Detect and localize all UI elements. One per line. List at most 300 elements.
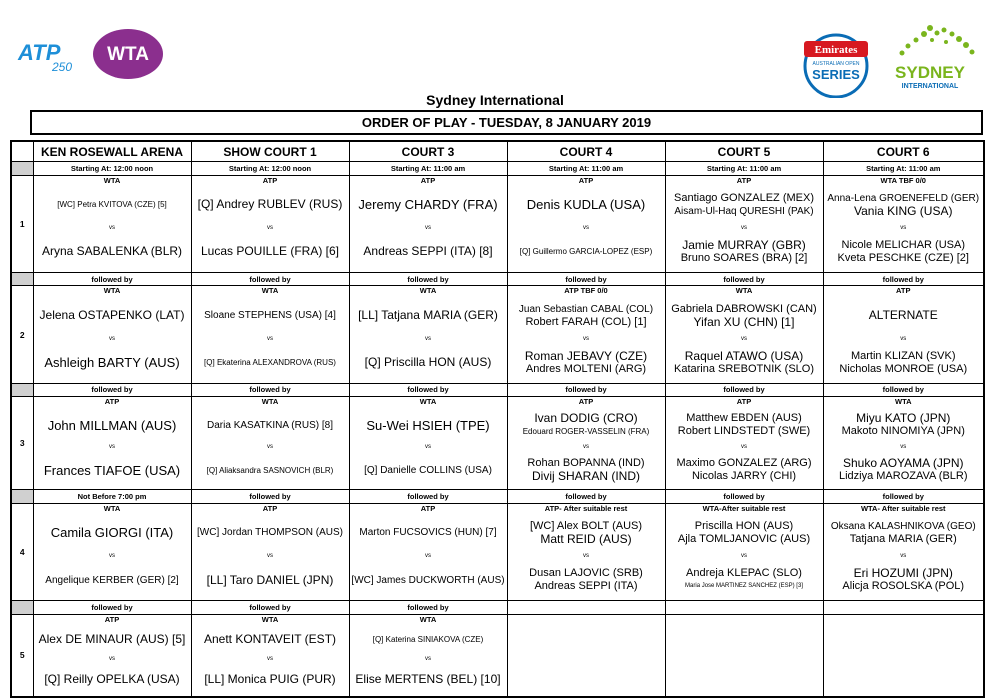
player-name: Gabriela DABROWSKI (CAN) xyxy=(671,302,817,315)
team-one xyxy=(508,406,665,444)
team-one xyxy=(824,513,984,553)
player-name: Jelena OSTAPENKO (LAT) xyxy=(39,308,185,322)
team-one xyxy=(192,185,349,225)
team-one xyxy=(824,406,984,444)
vs-label: vs xyxy=(741,444,747,451)
match-cell xyxy=(665,175,823,272)
match xyxy=(192,615,349,696)
match-category: WTA xyxy=(103,286,121,296)
session-label: Starting At: 11:00 am xyxy=(507,162,665,175)
svg-text:AUSTRALIAN OPEN: AUSTRALIAN OPEN xyxy=(812,61,860,67)
team-one xyxy=(34,513,191,553)
player-name: Miyu KATO (JPN) xyxy=(856,411,951,426)
row-spacer xyxy=(11,272,33,285)
player-name: Roman JEBAVY (CZE) xyxy=(524,348,648,363)
atp-logo-250: 250 xyxy=(52,60,73,74)
vs-label: vs xyxy=(425,444,431,451)
match-category: WTA- After suitable rest xyxy=(860,503,946,513)
player-name: Bruno SOARES (BRA) [2] xyxy=(680,251,808,264)
player-name: Santiago GONZALEZ (MEX) xyxy=(674,191,814,204)
atp-250-logo xyxy=(16,38,86,74)
match xyxy=(824,286,984,382)
player-name: Alex DE MINAUR (AUS) [5] xyxy=(38,632,186,647)
player-name: Matthew EBDEN (AUS) xyxy=(686,412,802,425)
match xyxy=(508,176,665,272)
match-row xyxy=(11,614,984,697)
match xyxy=(34,615,191,696)
vs-label: vs xyxy=(900,444,907,451)
team-one xyxy=(34,406,191,444)
match-category: ATP xyxy=(896,286,911,296)
team-one xyxy=(824,185,984,225)
team-two xyxy=(192,232,349,272)
player-name: [Q] Reilly OPELKA (USA) xyxy=(44,672,180,687)
player-name: Angelique KERBER (GER) [2] xyxy=(45,574,179,586)
page-title: Sydney International xyxy=(426,92,564,108)
match-cell xyxy=(507,286,665,383)
match-cell xyxy=(191,397,349,490)
session-label: Starting At: 12:00 noon xyxy=(191,162,349,175)
team-one xyxy=(508,185,665,225)
match-cell xyxy=(349,397,507,490)
team-one xyxy=(350,295,507,335)
team-one xyxy=(350,185,507,225)
player-name: Jeremy CHARDY (FRA) xyxy=(358,197,498,213)
empty-cell xyxy=(507,614,665,697)
team-one xyxy=(350,406,507,444)
court-header: SHOW COURT 1 xyxy=(191,141,349,162)
session-label: Starting At: 11:00 am xyxy=(665,162,823,175)
match xyxy=(350,504,507,600)
match xyxy=(666,176,823,272)
player-name: Sloane STEPHENS (USA) [4] xyxy=(204,310,336,321)
match-category: ATP- After suitable rest xyxy=(544,503,628,513)
vs-label: vs xyxy=(267,224,273,231)
match-cell xyxy=(507,503,665,600)
player-name: [WC] Jordan THOMPSON (AUS) xyxy=(197,527,343,539)
match xyxy=(34,286,191,382)
match-number: 1 xyxy=(11,175,33,272)
player-name: Robert FARAH (COL) [1] xyxy=(525,315,647,328)
vs-label: vs xyxy=(741,335,747,342)
player-name: Camila GIORGI (ITA) xyxy=(50,525,174,541)
player-name: Nicole MELICHAR (USA) xyxy=(841,238,965,251)
team-one xyxy=(508,513,665,553)
match-category: WTA xyxy=(419,397,437,407)
player-name: Makoto NINOMIYA (JPN) xyxy=(841,425,965,438)
match xyxy=(666,286,823,382)
player-name: Lucas POUILLE (FRA) [6] xyxy=(200,244,340,259)
match-category: WTA xyxy=(261,286,279,296)
team-one xyxy=(824,295,984,335)
match xyxy=(666,504,823,600)
player-name: Elise MERTENS (BEL) [10] xyxy=(355,672,501,687)
sydney-international-logo xyxy=(880,22,980,94)
player-name: Su-Wei HSIEH (TPE) xyxy=(366,417,490,433)
team-two xyxy=(666,451,823,489)
player-name: Dusan LAJOVIC (SRB) xyxy=(529,567,643,580)
court-header: COURT 4 xyxy=(507,141,665,162)
match-cell xyxy=(349,614,507,697)
match-row xyxy=(11,286,984,383)
team-two xyxy=(824,451,984,489)
team-two xyxy=(192,343,349,383)
team-one xyxy=(508,295,665,335)
player-name: Kveta PESCHKE (CZE) [2] xyxy=(837,251,969,264)
player-name: Ivan DODIG (CRO) xyxy=(534,411,638,426)
team-two xyxy=(192,451,349,489)
vs-label: vs xyxy=(109,656,115,663)
player-name: Andreja KLEPAC (SLO) xyxy=(686,567,802,580)
team-one xyxy=(666,295,823,335)
match-category: ATP xyxy=(736,397,752,407)
session-row xyxy=(11,162,984,175)
player-name: [LL] Monica PUIG (PUR) xyxy=(204,672,336,687)
match xyxy=(350,397,507,489)
match-cell xyxy=(823,175,984,272)
player-name: Eri HOZUMI (JPN) xyxy=(853,566,953,581)
team-two xyxy=(508,451,665,489)
team-two xyxy=(192,560,349,600)
vs-label: vs xyxy=(900,335,907,342)
team-two xyxy=(34,663,191,696)
match-cell xyxy=(823,503,984,600)
match xyxy=(824,176,984,272)
player-name: Raquel ATAWO (USA) xyxy=(684,348,804,363)
player-name: [WC] Petra KVITOVA (CZE) [5] xyxy=(57,200,167,210)
match xyxy=(350,286,507,382)
session-label: followed by xyxy=(191,272,349,285)
vs-label: vs xyxy=(425,224,431,231)
session-label: followed by xyxy=(507,272,665,285)
player-name: Priscilla HON (AUS) xyxy=(694,519,794,532)
team-one xyxy=(666,185,823,225)
team-two xyxy=(34,560,191,600)
team-two xyxy=(666,560,823,600)
match xyxy=(192,397,349,489)
match-cell xyxy=(191,286,349,383)
player-name: Oksana KALASHNIKOVA (GEO) xyxy=(830,520,976,532)
team-two xyxy=(350,451,507,489)
match-category: ATP xyxy=(736,175,752,185)
match-category: WTA-After suitable rest xyxy=(702,503,786,513)
match-category: ATP xyxy=(104,614,120,624)
team-two xyxy=(824,343,984,383)
player-name: [Q] Katerina SINIAKOVA (CZE) xyxy=(372,635,484,645)
player-name: Frances TIAFOE (USA) xyxy=(43,462,181,478)
player-name: Anett KONTAVEIT (EST) xyxy=(203,632,337,647)
match-cell xyxy=(349,503,507,600)
vs-label: vs xyxy=(741,552,747,559)
player-name: John MILLMAN (AUS) xyxy=(47,417,177,433)
corner-cell xyxy=(11,141,33,162)
vs-label: vs xyxy=(425,335,431,342)
match-cell xyxy=(665,286,823,383)
session-label: followed by xyxy=(507,383,665,396)
session-row xyxy=(11,601,984,614)
match-cell xyxy=(191,503,349,600)
player-name: Aryna SABALENKA (BLR) xyxy=(41,244,183,259)
player-name: Andreas SEPPI (ITA) xyxy=(534,580,638,593)
player-name: Edouard ROGER-VASSELIN (FRA) xyxy=(522,427,650,437)
team-one xyxy=(350,513,507,553)
empty-cell xyxy=(665,614,823,697)
team-one xyxy=(192,295,349,335)
player-name: Alicja ROSOLSKA (POL) xyxy=(842,580,965,593)
player-name: ALTERNATE xyxy=(868,308,938,322)
player-name: Rohan BOPANNA (IND) xyxy=(527,457,645,470)
player-name: Divij SHARAN (IND) xyxy=(532,469,640,484)
match-cell xyxy=(665,503,823,600)
match-cell xyxy=(507,175,665,272)
session-label: followed by xyxy=(823,272,984,285)
match-category: WTA xyxy=(419,286,437,296)
match-category: WTA TBF 0/0 xyxy=(880,175,926,185)
team-two xyxy=(824,560,984,600)
team-two xyxy=(350,232,507,272)
team-two xyxy=(350,343,507,383)
match xyxy=(824,504,984,600)
wta-logo xyxy=(92,28,164,80)
player-name: Vania KING (USA) xyxy=(854,203,953,218)
atp-logo-text: ATP xyxy=(18,40,61,65)
vs-label: vs xyxy=(583,552,589,559)
session-row xyxy=(11,383,984,396)
session-label: Starting At: 11:00 am xyxy=(349,162,507,175)
session-label: followed by xyxy=(665,272,823,285)
match-row xyxy=(11,503,984,600)
player-name: Robert LINDSTEDT (SWE) xyxy=(677,425,811,438)
row-spacer xyxy=(11,162,33,175)
match xyxy=(192,504,349,600)
player-name: Matt REID (AUS) xyxy=(540,531,632,546)
vs-label: vs xyxy=(583,224,589,231)
match-number: 2 xyxy=(11,286,33,383)
team-one xyxy=(666,406,823,444)
vs-label: vs xyxy=(267,656,273,663)
court-header: COURT 3 xyxy=(349,141,507,162)
player-name: Denis KUDLA (USA) xyxy=(526,197,646,213)
match-cell xyxy=(349,175,507,272)
session-label: followed by xyxy=(33,383,191,396)
team-two xyxy=(350,560,507,600)
player-name: [Q] Danielle COLLINS (USA) xyxy=(364,464,492,476)
match-category: WTA xyxy=(261,397,279,407)
player-name: Andres MOLTENI (ARG) xyxy=(525,362,647,375)
team-two xyxy=(508,232,665,272)
team-one xyxy=(192,513,349,553)
player-name: Marton FUCSOVICS (HUN) [7] xyxy=(359,527,497,539)
player-name: [Q] Priscilla HON (AUS) xyxy=(364,355,492,370)
team-two xyxy=(34,232,191,272)
session-label: followed by xyxy=(191,490,349,503)
match xyxy=(192,176,349,272)
match xyxy=(350,615,507,696)
player-name: Aisam-Ul-Haq QURESHI (PAK) xyxy=(674,205,814,217)
player-name: Ajla TOMLJANOVIC (AUS) xyxy=(677,532,811,545)
team-two xyxy=(192,663,349,696)
match-cell xyxy=(823,397,984,490)
vs-label: vs xyxy=(109,335,115,342)
match-category: WTA xyxy=(261,614,279,624)
player-name: [LL] Taro DANIEL (JPN) xyxy=(206,572,334,587)
match-cell xyxy=(823,286,984,383)
player-name: Ashleigh BARTY (AUS) xyxy=(44,355,180,371)
player-name: Yifan XU (CHN) [1] xyxy=(693,314,795,329)
vs-label: vs xyxy=(267,335,273,342)
player-name: Shuko AOYAMA (JPN) xyxy=(843,456,964,471)
player-name: [Q] Andrey RUBLEV (RUS) xyxy=(197,197,343,212)
match-cell xyxy=(33,175,191,272)
match-row xyxy=(11,397,984,490)
session-label: Not Before 7:00 pm xyxy=(33,490,191,503)
session-label xyxy=(507,601,665,614)
order-of-play-date: ORDER OF PLAY - TUESDAY, 8 JANUARY 2019 xyxy=(30,110,983,135)
session-label xyxy=(665,601,823,614)
team-one xyxy=(666,513,823,553)
court-header: KEN ROSEWALL ARENA xyxy=(33,141,191,162)
match-cell xyxy=(349,286,507,383)
vs-label: vs xyxy=(267,552,273,559)
team-two xyxy=(666,343,823,383)
team-two xyxy=(34,343,191,383)
vs-label: vs xyxy=(425,656,431,663)
svg-text:SERIES: SERIES xyxy=(812,67,860,82)
team-two xyxy=(508,343,665,383)
session-label: followed by xyxy=(665,490,823,503)
player-name: Maria Jose MARTINEZ SANCHEZ (ESP) [3] xyxy=(685,583,803,590)
team-two xyxy=(824,232,984,272)
player-name: [Q] Ekaterina ALEXANDROVA (RUS) xyxy=(204,358,336,368)
match-category: ATP xyxy=(420,503,436,513)
emirates-ao-series-logo xyxy=(798,28,874,98)
vs-label: vs xyxy=(900,552,907,559)
session-label: followed by xyxy=(349,490,507,503)
match xyxy=(508,286,665,382)
match-cell xyxy=(33,614,191,697)
svg-text:INTERNATIONAL: INTERNATIONAL xyxy=(901,83,959,90)
match xyxy=(34,397,191,489)
vs-label: vs xyxy=(109,444,115,451)
player-name: Jamie MURRAY (GBR) xyxy=(682,237,806,252)
session-label: followed by xyxy=(823,490,984,503)
svg-text:Emirates: Emirates xyxy=(814,44,858,56)
session-label: followed by xyxy=(665,383,823,396)
match-category: ATP xyxy=(420,175,436,185)
court-header-row xyxy=(11,141,984,162)
match-category: ATP xyxy=(262,503,278,513)
team-two xyxy=(508,560,665,600)
player-name: Anna-Lena GROENEFELD (GER) xyxy=(827,192,980,204)
player-name: [Q] Aliaksandra SASNOVICH (BLR) xyxy=(206,465,334,475)
team-one xyxy=(192,406,349,444)
vs-label: vs xyxy=(109,224,115,231)
match xyxy=(350,176,507,272)
player-name: Tatjana MARIA (GER) xyxy=(849,532,957,545)
vs-label: vs xyxy=(267,444,273,451)
session-label: followed by xyxy=(191,601,349,614)
match xyxy=(666,397,823,489)
match xyxy=(192,286,349,382)
team-two xyxy=(350,663,507,696)
court-header: COURT 6 xyxy=(823,141,984,162)
player-name: [WC] James DUCKWORTH (AUS) xyxy=(351,574,505,586)
match-category: ATP xyxy=(578,175,594,185)
team-one xyxy=(192,624,349,657)
player-name: [LL] Tatjana MARIA (GER) xyxy=(358,308,498,322)
team-one xyxy=(34,624,191,657)
match-row xyxy=(11,175,984,272)
match-category: ATP xyxy=(104,397,120,407)
match xyxy=(508,504,665,600)
match-category: WTA xyxy=(103,175,121,185)
session-label: followed by xyxy=(33,272,191,285)
vs-label: vs xyxy=(583,335,589,342)
vs-label: vs xyxy=(741,224,747,231)
row-spacer xyxy=(11,383,33,396)
vs-label: vs xyxy=(583,444,589,451)
team-one xyxy=(34,185,191,225)
player-name: [WC] Alex BOLT (AUS) xyxy=(529,519,643,532)
player-name: Nicolas JARRY (CHI) xyxy=(691,470,797,483)
session-label: followed by xyxy=(823,383,984,396)
match-category: WTA xyxy=(103,503,121,513)
wta-logo-text: WTA xyxy=(107,44,149,65)
player-name: Nicholas MONROE (USA) xyxy=(839,362,968,375)
team-two xyxy=(34,451,191,489)
session-row xyxy=(11,272,984,285)
court-header: COURT 5 xyxy=(665,141,823,162)
match-category: WTA xyxy=(894,397,912,407)
session-label: followed by xyxy=(349,383,507,396)
player-name: Juan Sebastian CABAL (COL) xyxy=(518,303,654,315)
vs-label: vs xyxy=(900,224,907,231)
match-cell xyxy=(507,397,665,490)
player-name: [Q] Guillermo GARCIA-LOPEZ (ESP) xyxy=(519,247,653,257)
match xyxy=(824,397,984,489)
session-row xyxy=(11,490,984,503)
match xyxy=(34,504,191,600)
match-cell xyxy=(191,175,349,272)
match-number: 5 xyxy=(11,614,33,697)
player-name: Andreas SEPPI (ITA) [8] xyxy=(363,244,493,259)
team-one xyxy=(34,295,191,335)
match-category: ATP TBF 0/0 xyxy=(564,286,608,296)
player-name: Martin KLIZAN (SVK) xyxy=(850,349,956,362)
match xyxy=(34,176,191,272)
team-one xyxy=(350,624,507,657)
match xyxy=(508,397,665,489)
session-label: followed by xyxy=(349,601,507,614)
match-cell xyxy=(33,503,191,600)
session-label: followed by xyxy=(507,490,665,503)
match-number: 4 xyxy=(11,503,33,600)
vs-label: vs xyxy=(425,552,431,559)
player-name: Daria KASATKINA (RUS) [8] xyxy=(207,419,333,431)
match-category: WTA xyxy=(419,614,437,624)
match-cell xyxy=(33,397,191,490)
match-cell xyxy=(191,614,349,697)
session-label: Starting At: 11:00 am xyxy=(823,162,984,175)
match-category: ATP xyxy=(578,397,594,407)
row-spacer xyxy=(11,490,33,503)
match-cell xyxy=(665,397,823,490)
team-two xyxy=(666,232,823,272)
match-cell xyxy=(33,286,191,383)
vs-label: vs xyxy=(109,552,115,559)
session-label xyxy=(823,601,984,614)
match-category: WTA xyxy=(735,286,753,296)
